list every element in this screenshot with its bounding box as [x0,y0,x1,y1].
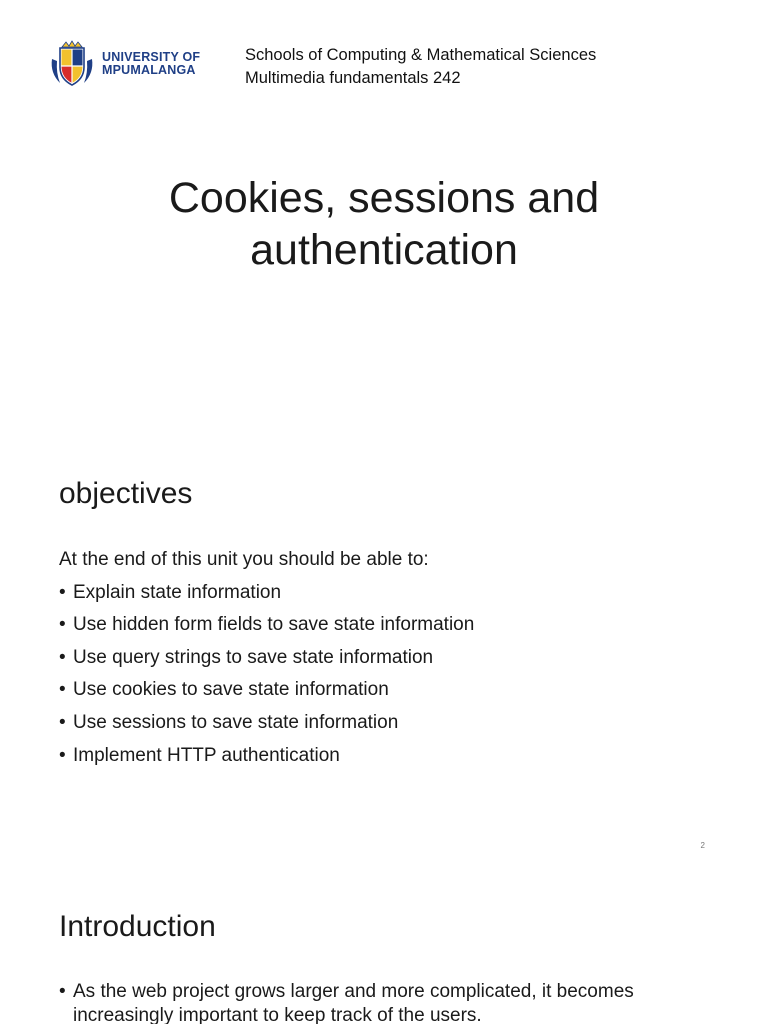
university-crest-icon [48,39,96,89]
university-logo [48,38,213,90]
title-slide [0,0,768,432]
university-name [102,51,200,77]
list-item-text: Explain state information [73,581,282,603]
objectives-body [59,544,728,772]
objectives-intro: At the end of this unit you should be able to: [59,549,429,570]
list-item-text: Use query strings to save state information [73,646,434,668]
school-name: Schools of Computing & Mathematical Sciences [245,46,597,64]
page-number: 2 [700,841,705,850]
university-name-line2: MPUMALANGA [102,63,196,77]
introduction-heading: Introduction [59,910,216,943]
list-item [59,980,728,1024]
list-item [59,609,728,642]
list-item [59,674,728,707]
list-item-text-line2: increasingly important to keep track of the users. [73,1005,482,1024]
university-name-line1: UNIVERSITY OF [102,50,201,64]
bullet-icon: • [59,981,66,1002]
course-name: Multimedia fundamentals 242 [245,69,461,87]
list-item [59,707,728,740]
list-item-text-line1: As the web project grows larger and more complicated, it becomes [73,981,634,1002]
slide-title-line2: authentication [250,226,518,274]
list-item-text: Use hidden form fields to save state information [73,614,475,636]
course-header [245,44,596,90]
bullet-icon: • [59,614,66,636]
list-item-text [73,980,634,1024]
bullet-icon: • [59,646,66,668]
bullet-icon: • [59,581,66,603]
list-item [59,577,728,610]
objectives-slide [0,432,768,864]
introduction-slide [0,864,768,1024]
bullet-icon: • [59,744,66,766]
list-item-text: Implement HTTP authentication [73,744,340,766]
slide-title [0,172,768,276]
list-item-text: Use cookies to save state information [73,679,389,701]
introduction-body [59,980,728,1024]
objectives-heading: objectives [59,477,193,510]
slide-title-line1: Cookies, sessions and [168,174,600,222]
list-item-text: Use sessions to save state information [73,711,399,733]
list-item [59,740,728,773]
list-item [59,642,728,675]
bullet-icon: • [59,711,66,733]
bullet-icon: • [59,679,66,701]
